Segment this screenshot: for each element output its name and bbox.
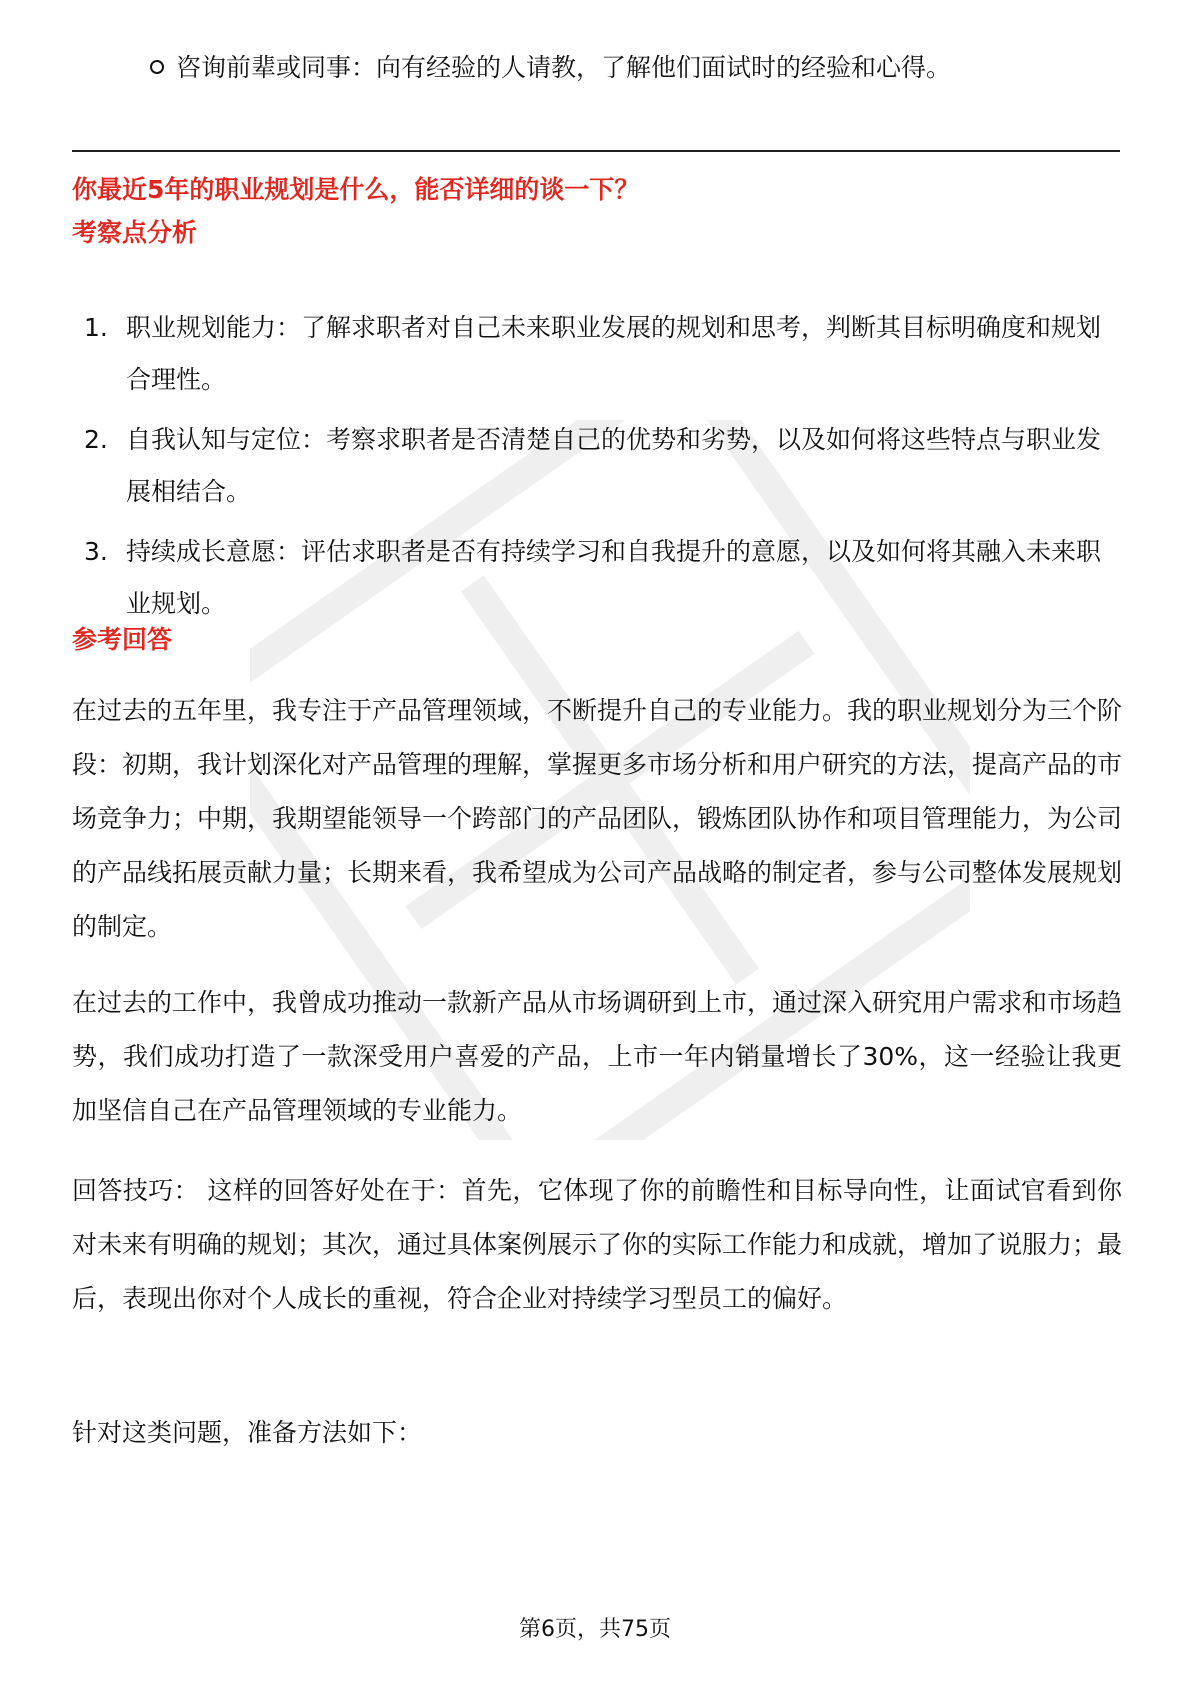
list-item-text: 持续成长意愿：评估求职者是否有持续学习和自我提升的意愿，以及如何将其融入未来职业规划。 — [126, 537, 1102, 618]
answer-paragraph: 在过去的五年里，我专注于产品管理领域，不断提升自己的专业能力。我的职业规划分为三个阶段：初期，我计划深化对产品管理的理解，掌握更多市场分析和用户研究的方法，提高产品的市场竞争力；中期，我期望能领导一个跨部门的产品团队，锻炼团队协作和项目管理能力，为公司的产品线拓展贡献力量；长期来看，我希望成为公司产品战略的制定者，参与公司整体发展规划的制定。 — [72, 696, 1123, 941]
list-item — [72, 302, 1122, 406]
list-item-text: 职业规划能力：了解求职者对自己未来职业发展的规划和思考，判断其目标明确度和规划合理性。 — [126, 313, 1102, 394]
reference-heading: 参考回答 — [72, 625, 173, 654]
page-number: 第6页，共75页 — [519, 1617, 671, 1642]
answer-paragraph: 在过去的工作中，我曾成功推动一款新产品从市场调研到上市，通过深入研究用户需求和市场趋势，我们成功打造了一款深受用户喜爱的产品，上市一年内销量增长了30%，这一经验让我更加坚信自己在产品管理领域的专业能力。 — [72, 988, 1123, 1125]
list-item-text: 自我认知与定位：考察求职者是否清楚自己的优势和劣势，以及如何将这些特点与职业发展相结合。 — [126, 425, 1102, 506]
list-item-number: 3. — [84, 537, 108, 566]
list-item — [72, 526, 1122, 630]
analysis-heading: 考察点分析 — [72, 218, 198, 247]
previous-bullet-text: 咨询前辈或同事：向有经验的人请教，了解他们面试时的经验和心得。 — [176, 53, 952, 82]
analysis-list — [72, 302, 1122, 638]
list-item-number: 1. — [84, 313, 108, 342]
section-divider — [72, 150, 1120, 152]
previous-bullet-item — [150, 48, 951, 88]
tips-paragraph: 回答技巧： 这样的回答好处在于：首先，它体现了你的前瞻性和目标导向性，让面试官看到你对未来有明确的规划；其次，通过具体案例展示了你的实际工作能力和成就，增加了说服力；最后，表现出你对个人成长的重视，符合企业对持续学习型员工的偏好。 — [72, 1176, 1123, 1313]
list-item-number: 2. — [84, 425, 108, 454]
list-item — [72, 414, 1122, 518]
preparation-intro: 针对这类问题，准备方法如下： — [72, 1418, 423, 1447]
hollow-bullet-icon — [150, 60, 164, 74]
question-title: 你最近5年的职业规划是什么，能否详细的谈一下？ — [72, 175, 640, 204]
